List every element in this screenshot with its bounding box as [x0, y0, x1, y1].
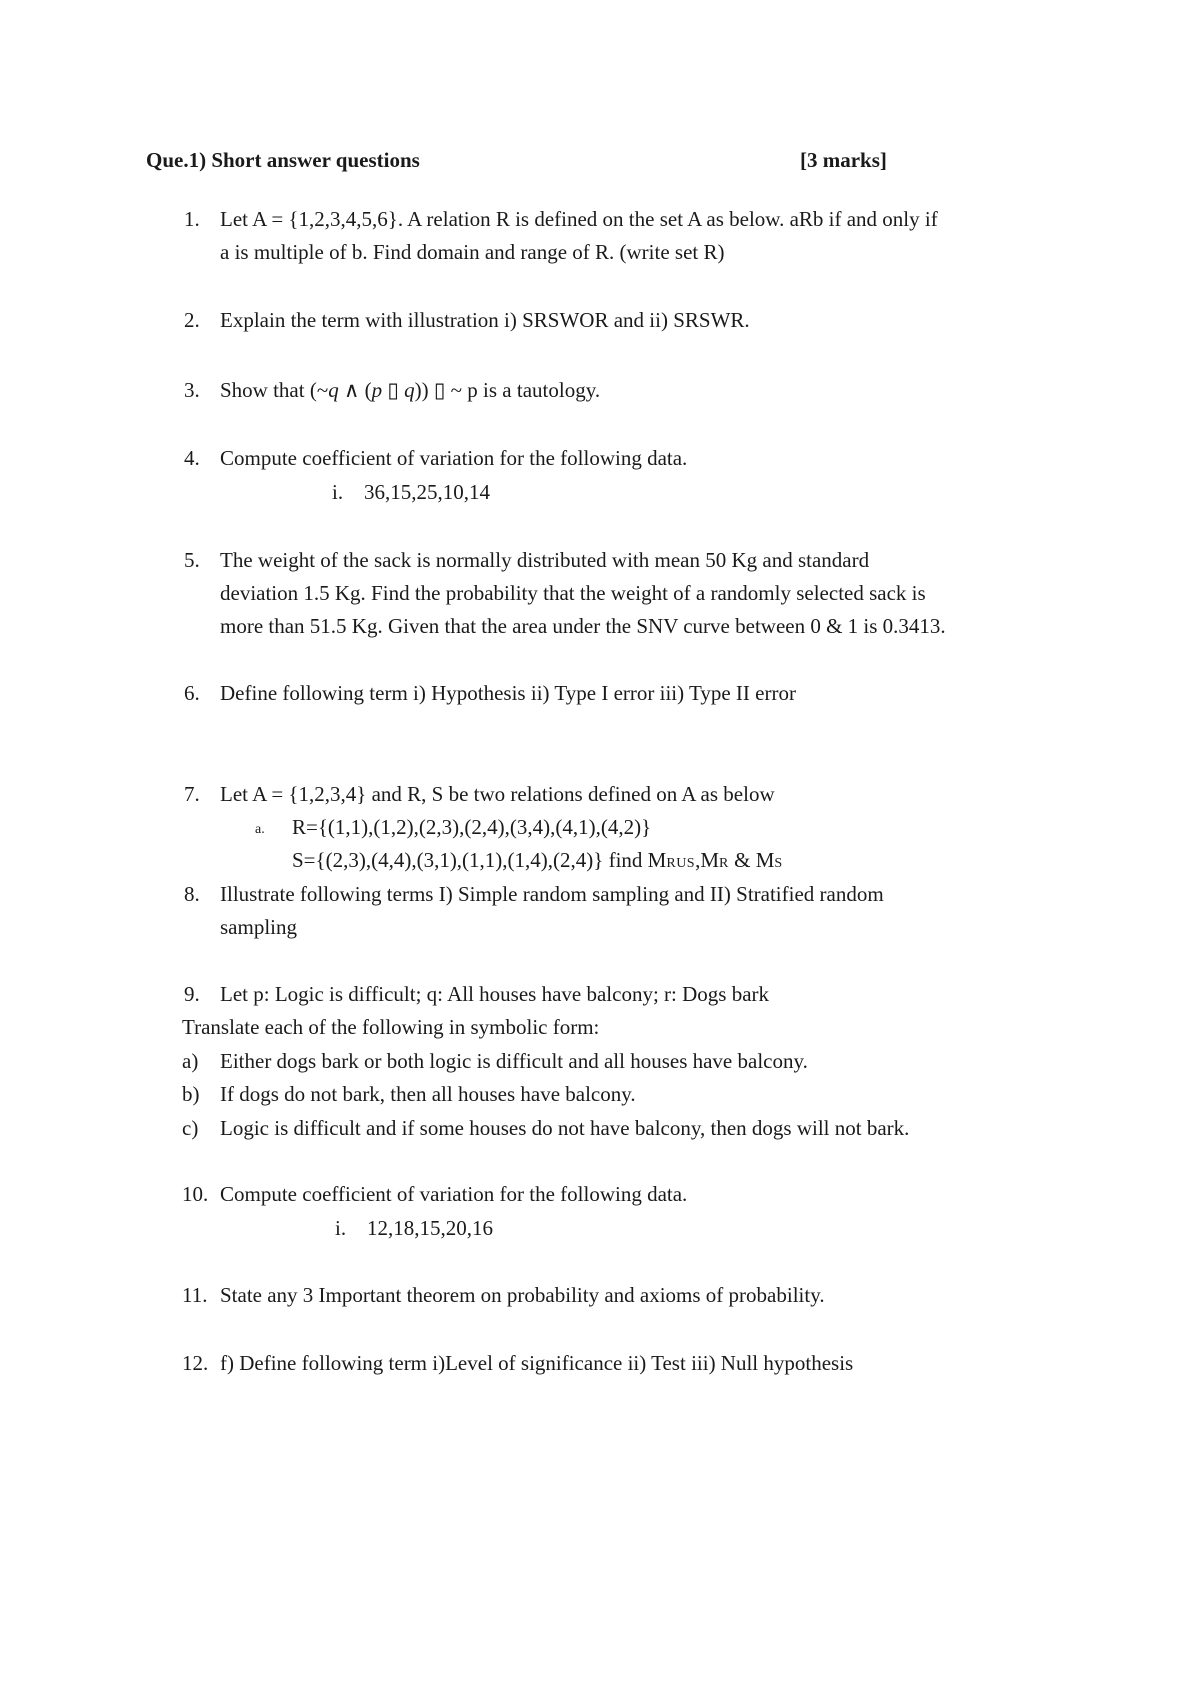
question-number: 1.	[184, 207, 200, 231]
question-5-line-3: more than 51.5 Kg. Given that the area under the SNV curve between 0 & 1 is 0.3413.	[220, 614, 946, 638]
relation-r-set: R={(1,1),(1,2),(2,3),(2,4),(3,4),(4,1),(4,2)}	[292, 815, 652, 839]
question-number: 9.	[184, 982, 200, 1006]
question-9-line-2: Translate each of the following in symbolic form:	[182, 1015, 600, 1039]
question-9-line-1: Let p: Logic is difficult; q: All houses have balcony; r: Dogs bark	[220, 982, 770, 1006]
question-1-line-2: a is multiple of b. Find domain and range of R. (write set R)	[220, 240, 725, 264]
q3-var-q2: q	[404, 378, 415, 402]
question-10-text: Compute coefficient of variation for the following data.	[220, 1182, 688, 1206]
m-rus-subscript: RUS	[666, 856, 696, 871]
question-2-text: Explain the term with illustration i) SRSWOR and ii) SRSWR.	[220, 308, 750, 332]
question-11-text: State any 3 Important theorem on probability and axioms of probability.	[220, 1283, 825, 1307]
list-item: Logic is difficult and if some houses do not have balcony, then dogs will not bark.	[220, 1116, 910, 1140]
question-7-text: Let A = {1,2,3,4} and R, S be two relations defined on A as below	[220, 782, 775, 806]
question-number: 2.	[184, 308, 200, 332]
question-number: 4.	[184, 446, 200, 470]
question-number: 10.	[182, 1182, 209, 1206]
m-s-subscript: S	[774, 856, 783, 871]
marks-label: [3 marks]	[800, 148, 887, 172]
question-6-text: Define following term i) Hypothesis ii) Type I error iii) Type II error	[220, 681, 796, 705]
question-10-data: 12,18,15,20,16	[367, 1216, 493, 1240]
amp-m: & M	[728, 848, 775, 872]
question-12-text: f) Define following term i)Level of significance ii) Test iii) Null hypothesis	[220, 1351, 854, 1375]
q3-prefix: Show that (~	[220, 378, 329, 402]
list-item-label: a)	[182, 1049, 199, 1073]
list-item: If dogs do not bark, then all houses have balcony.	[220, 1082, 636, 1106]
question-8-line-2: sampling	[220, 915, 297, 939]
question-5-line-1: The weight of the sack is normally distributed with mean 50 Kg and standard	[220, 548, 870, 572]
sub-item-number: i.	[335, 1216, 347, 1240]
question-number: 11.	[182, 1283, 208, 1307]
question-5-line-2: deviation 1.5 Kg. Find the probability that the weight of a randomly selected sack is	[220, 581, 926, 605]
section-title: Que.1) Short answer questions	[146, 148, 420, 172]
relation-s-set	[292, 850, 783, 871]
question-4-text: Compute coefficient of variation for the following data.	[220, 446, 688, 470]
s-set-text: S={(2,3),(4,4),(3,1),(1,1),(1,4),(2,4)} find M	[292, 848, 667, 872]
question-number: 6.	[184, 681, 200, 705]
q3-close: )) ▯ ~ p is a tautology.	[414, 378, 601, 402]
sub-item-number: i.	[332, 480, 344, 504]
sub-item-label: a.	[255, 822, 265, 837]
list-item-label: c)	[182, 1116, 199, 1140]
comma-m: ,M	[695, 848, 720, 872]
q3-missing-symbol: ▯	[382, 378, 405, 402]
question-8-line-1: Illustrate following terms I) Simple random sampling and II) Stratified random	[220, 882, 884, 906]
q3-var-q: q	[328, 378, 339, 402]
question-3-text	[220, 380, 600, 401]
question-1-line-1: Let A = {1,2,3,4,5,6}. A relation R is defined on the set A as below. aRb if and only if	[220, 207, 938, 231]
question-number: 12.	[182, 1351, 209, 1375]
list-item: Either dogs bark or both logic is difficult and all houses have balcony.	[220, 1049, 808, 1073]
question-number: 7.	[184, 782, 200, 806]
question-4-data: 36,15,25,10,14	[364, 480, 490, 504]
question-number: 3.	[184, 378, 200, 402]
question-number: 5.	[184, 548, 200, 572]
list-item-label: b)	[182, 1082, 200, 1106]
question-number: 8.	[184, 882, 200, 906]
m-r-subscript: R	[719, 856, 729, 871]
q3-and: ∧ (	[338, 378, 372, 402]
q3-var-p: p	[371, 378, 383, 402]
